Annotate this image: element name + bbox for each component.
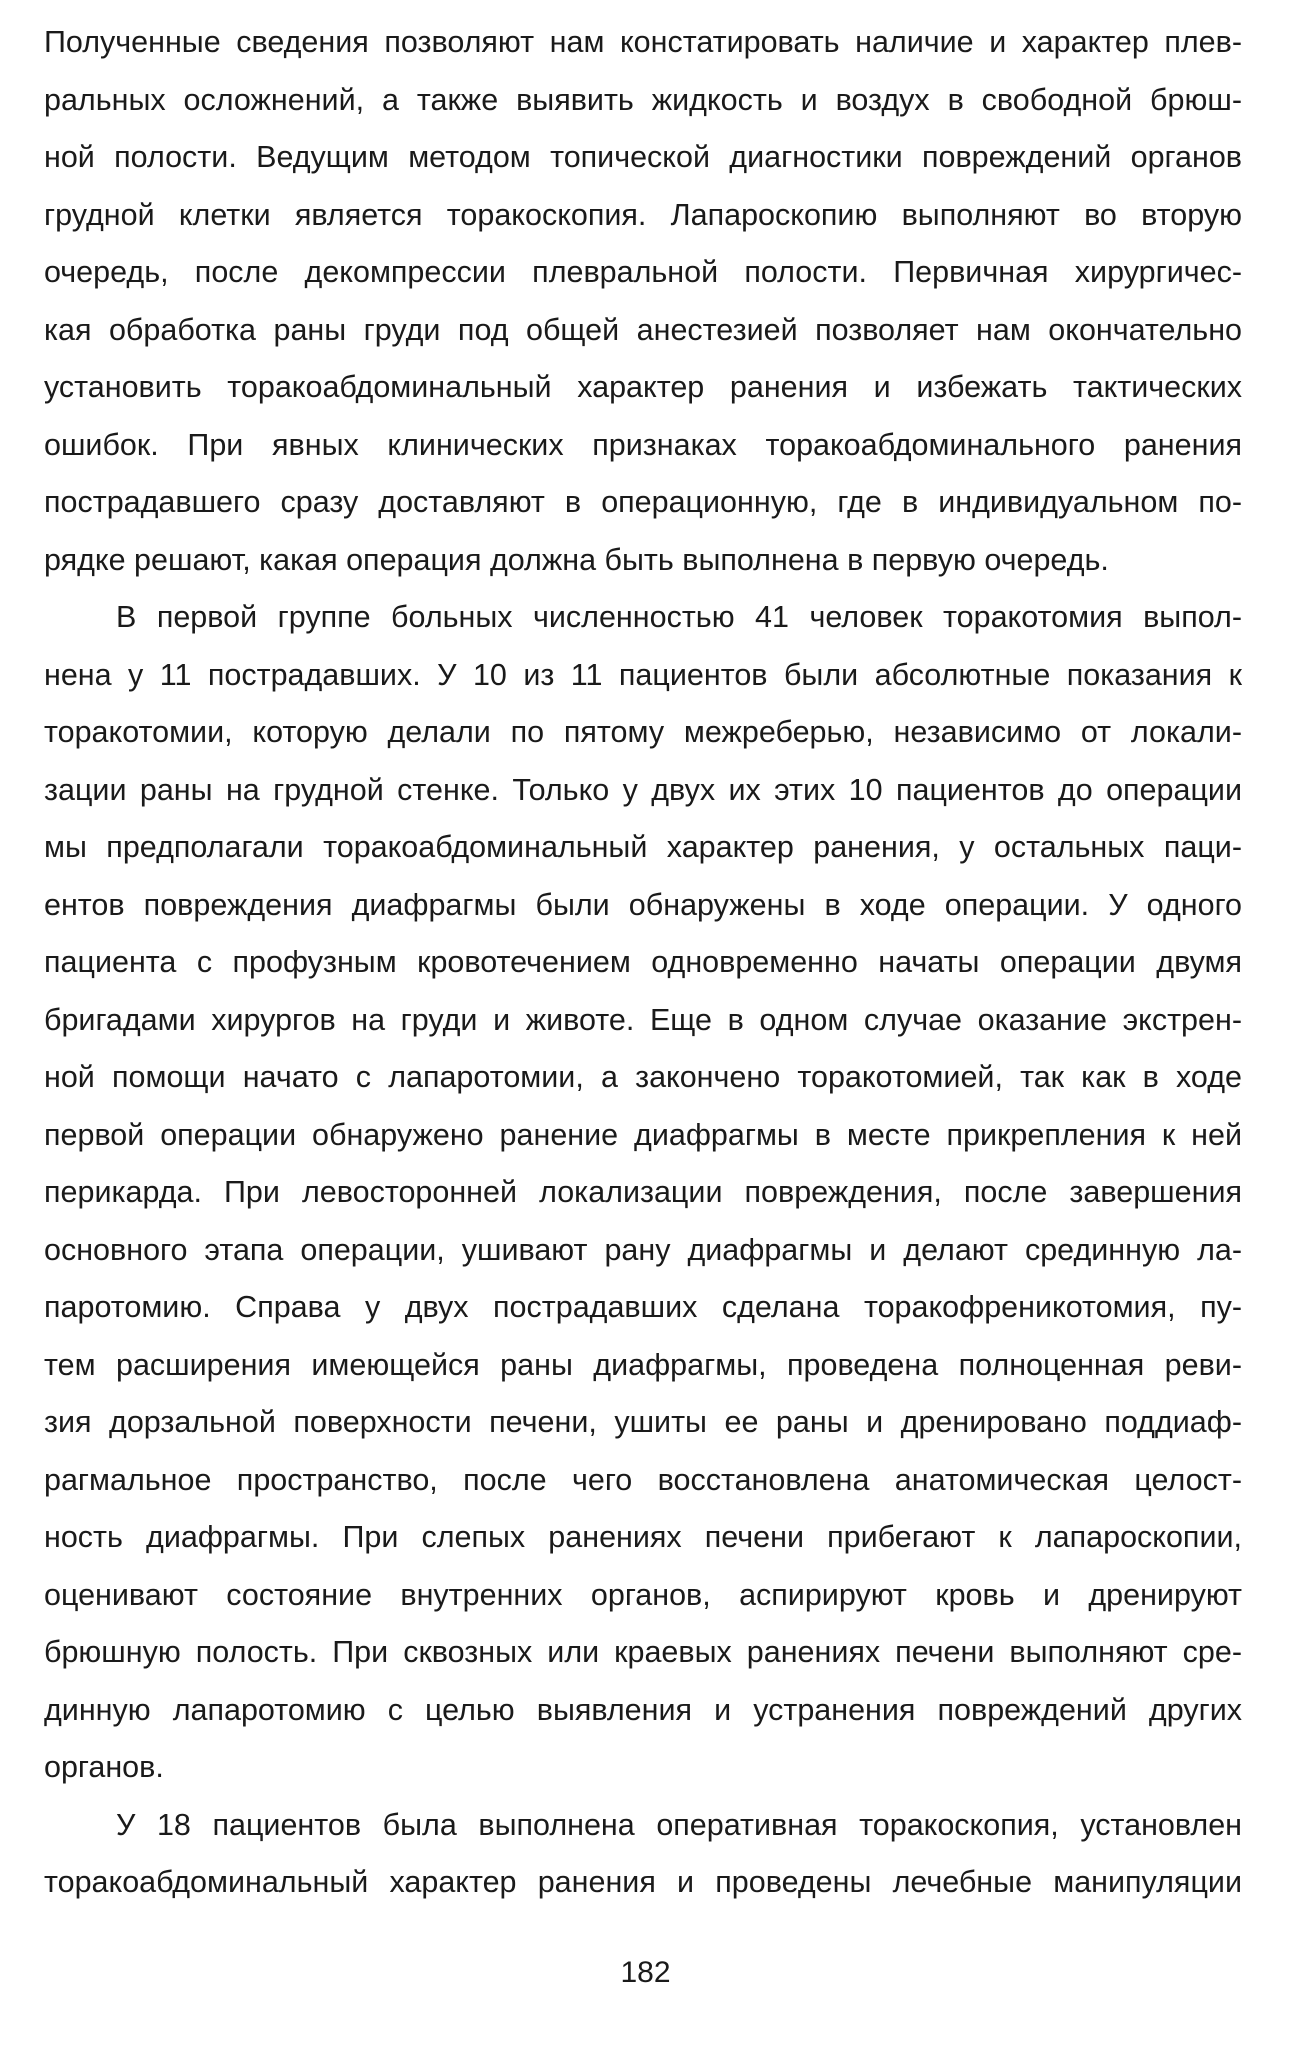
text-line: очередь, после декомпрессии плевральной полости. Первичная хирургичес- [44, 255, 1242, 289]
text-line: ной помощи начато с лапаротомии, а закончено торакотомией, так как в ходе [44, 1060, 1242, 1094]
text-line: основного этапа операции, ушивают рану диафрагмы и делают срединную ла- [44, 1232, 1242, 1267]
text-line: динную лапаротомию с целью выявления и устранения повреждений других [44, 1692, 1242, 1727]
text-line: первой операции обнаружено ранение диафрагмы в месте прикрепления к ней [44, 1117, 1242, 1152]
text-line: торакотомии, которую делали по пятому межреберью, независимо от локали- [44, 715, 1242, 749]
text-line: ной полости. Ведущим методом топической диагностики повреждений органов [44, 140, 1242, 174]
paragraph [44, 589, 1242, 1797]
text-line: В первой группе больных численностью 41 человек торакотомия выпол- [116, 600, 1242, 634]
text-line: пострадавшего сразу доставляют в операционную, где в индивидуальном по- [44, 485, 1242, 519]
text-line: брюшную полость. При сквозных или краевых ранениях печени выполняют сре- [44, 1635, 1242, 1669]
text-line: мы предполагали торакоабдоминальный характер ранения, у остальных паци- [44, 830, 1242, 864]
text-line: оценивают состояние внутренних органов, аспирируют кровь и дренируют [44, 1577, 1242, 1612]
text-line: органов. [44, 1750, 164, 1784]
text-line: Полученные сведения позволяют нам констатировать наличие и характер плев- [44, 25, 1242, 59]
text-line: нена у 11 пострадавших. У 10 из 11 пациентов были абсолютные показания к [44, 657, 1242, 692]
paragraph [44, 14, 1242, 589]
text-line: кая обработка раны груди под общей анестезией позволяет нам окончательно [44, 312, 1242, 347]
text-line: установить торакоабдоминальный характер ранения и избежать тактических [44, 370, 1242, 404]
page-number: 182 [620, 1956, 671, 1989]
text-line: рядке решают, какая операция должна быть выполнена в первую очередь. [44, 542, 1109, 577]
text-line: перикарда. При левосторонней локализации повреждения, после завершения [44, 1175, 1242, 1209]
text-line: ность диафрагмы. При слепых ранениях печени прибегают к лапароскопии, [44, 1520, 1242, 1554]
text-line: рагмальное пространство, после чего восстановлена анатомическая целост- [44, 1462, 1242, 1497]
paragraph [44, 1797, 1242, 1912]
text-line: бригадами хирургов на груди и животе. Еще в одном случае оказание экстрен- [44, 1002, 1242, 1037]
text-line: ральных осложнений, а также выявить жидкость и воздух в свободной брюш- [44, 82, 1242, 117]
page-body [44, 14, 1242, 1912]
text-line: паротомию. Справа у двух пострадавших сделана торакофреникотомия, пу- [44, 1290, 1242, 1324]
text-line: У 18 пациентов была выполнена оперативная торакоскопия, установлен [116, 1807, 1242, 1842]
text-line: зия дорзальной поверхности печени, ушиты ее раны и дренировано поддиаф- [44, 1405, 1242, 1439]
text-line: ентов повреждения диафрагмы были обнаружены в ходе операции. У одного [44, 887, 1242, 922]
text-line: тем расширения имеющейся раны диафрагмы, проведена полноценная реви- [44, 1347, 1242, 1382]
text-line: грудной клетки является торакоскопия. Лапароскопию выполняют во вторую [44, 197, 1242, 232]
text-line: торакоабдоминальный характер ранения и проведены лечебные манипуляции [44, 1865, 1242, 1899]
text-line: зации раны на грудной стенке. Только у двух их этих 10 пациентов до операции [44, 772, 1242, 807]
text-line: ошибок. При явных клинических признаках торакоабдоминального ранения [44, 427, 1242, 462]
text-line: пациента с профузным кровотечением одновременно начаты операции двумя [44, 945, 1242, 979]
